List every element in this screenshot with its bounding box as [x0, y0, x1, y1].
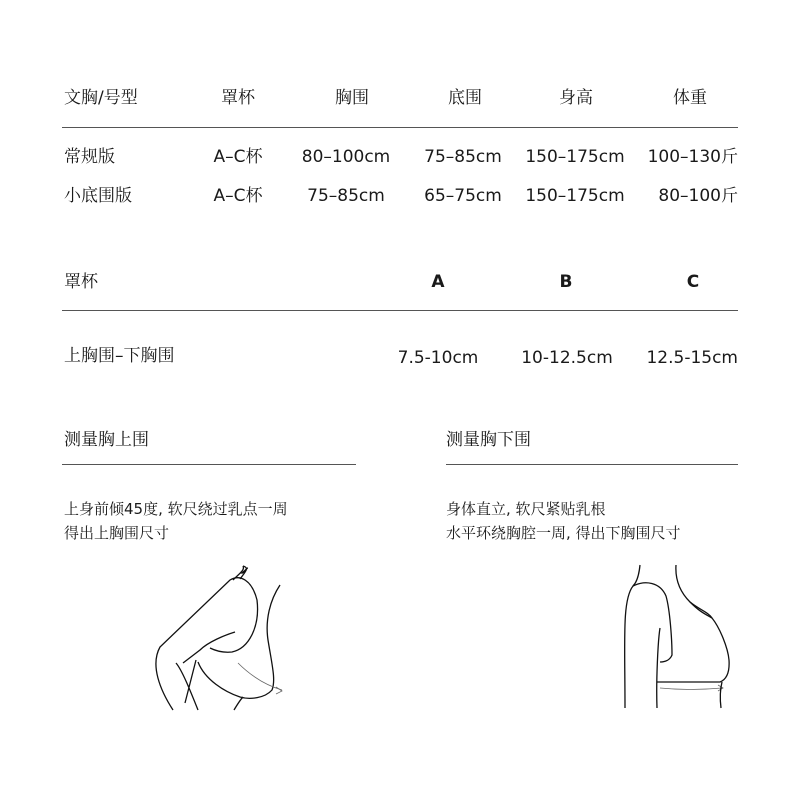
header-bust: 胸围	[335, 88, 369, 108]
header-underbust: 底围	[448, 88, 482, 108]
cell: 65–75cm	[424, 186, 502, 206]
instruction: 得出上胸围尺寸	[64, 524, 170, 542]
header-weight: 体重	[673, 88, 707, 108]
cell: 80–100斤	[658, 186, 738, 206]
cell: A–C杯	[213, 186, 263, 206]
instruction: 上身前倾45度, 软尺绕过乳点一周	[64, 500, 288, 518]
cell: 7.5-10cm	[397, 348, 479, 368]
upper-bust-figure	[156, 566, 282, 710]
cell: 150–175cm	[525, 186, 625, 206]
cup-a: A	[431, 272, 445, 292]
instruction: 水平环绕胸腔一周, 得出下胸围尺寸	[446, 524, 681, 542]
cell: 上胸围–下胸围	[64, 346, 175, 366]
header-height: 身高	[559, 88, 593, 108]
cell: 100–130斤	[647, 147, 738, 167]
upper-title: 测量胸上围	[64, 430, 149, 450]
cell: 75–85cm	[307, 186, 385, 206]
cell: 75–85cm	[424, 147, 502, 167]
instruction: 身体直立, 软尺紧贴乳根	[446, 500, 606, 518]
cup-b: B	[559, 272, 573, 292]
cell: 小底围版	[64, 186, 132, 206]
cell: 10-12.5cm	[521, 348, 613, 368]
cell: 12.5-15cm	[646, 348, 738, 368]
cell: 150–175cm	[525, 147, 625, 167]
lower-title: 测量胸下围	[446, 430, 531, 450]
cell: 常规版	[64, 147, 115, 167]
cell: A–C杯	[213, 147, 263, 167]
header-cup: 罩杯	[221, 88, 255, 108]
cup-c: C	[686, 272, 700, 292]
under-bust-figure	[625, 565, 730, 708]
header-size: 文胸/号型	[64, 88, 138, 108]
cell: 80–100cm	[301, 147, 391, 167]
cup-header-label: 罩杯	[64, 272, 98, 292]
